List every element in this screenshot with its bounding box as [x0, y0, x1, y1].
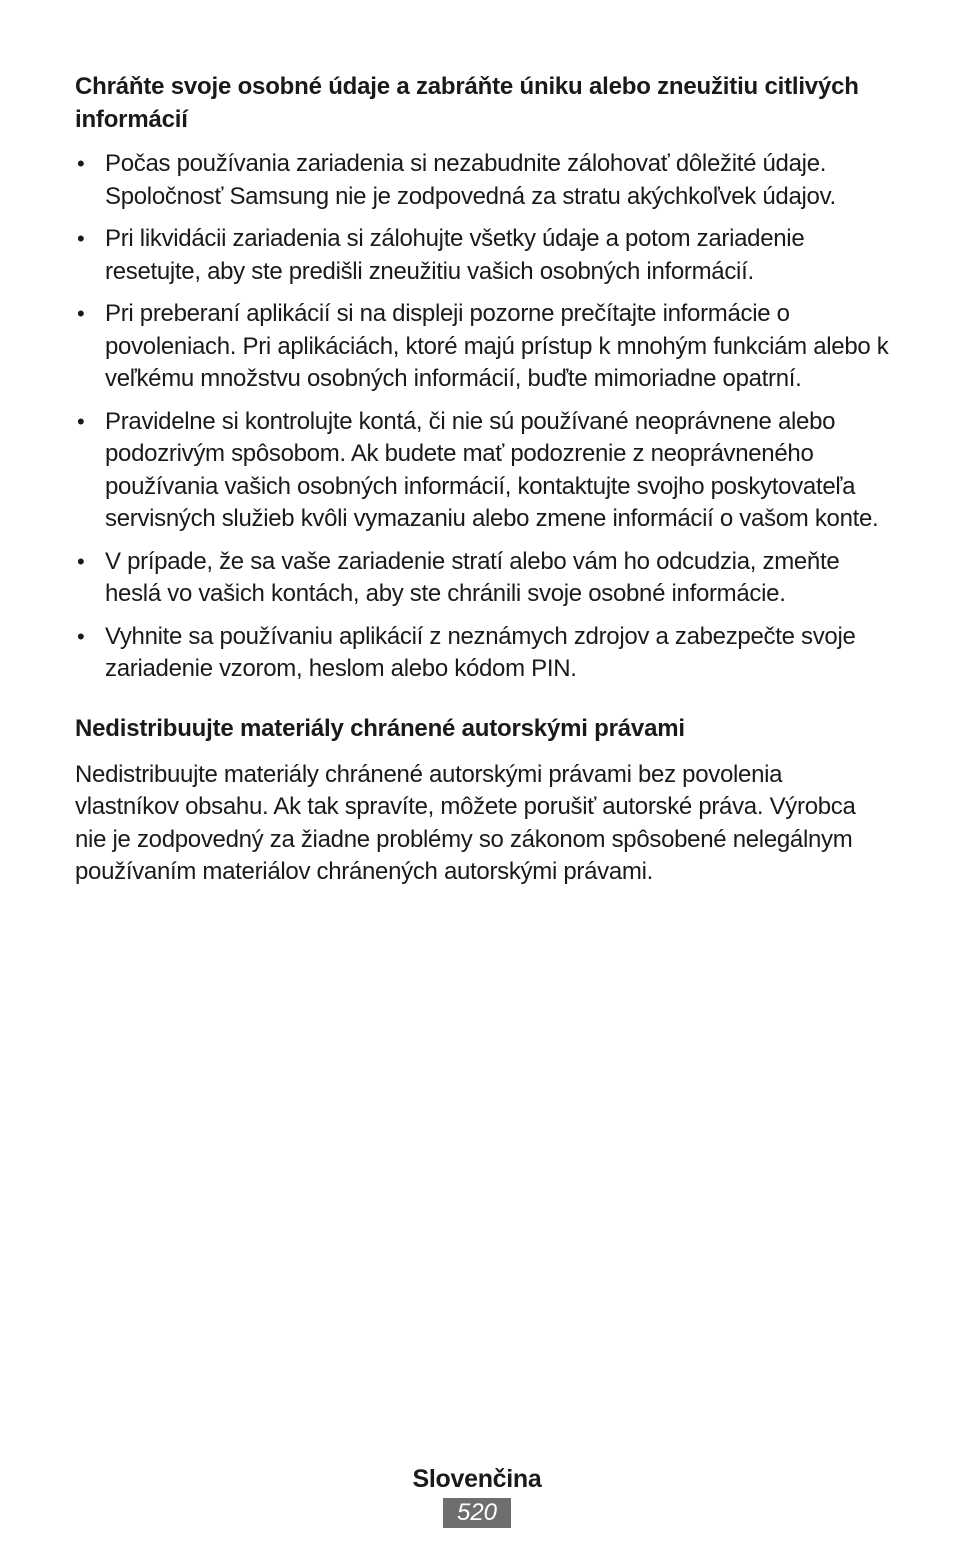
- list-item: [75, 298, 890, 396]
- bullet-dot-icon: •: [77, 301, 85, 326]
- list-item: [75, 621, 890, 686]
- bullet-dot-icon: •: [77, 548, 85, 574]
- page-footer: [0, 1462, 954, 1528]
- list-item: [75, 406, 890, 536]
- list-item-text: Pravidelne si kontrolujte kontá, či nie sú používané neoprávnene alebo podozrivým spôsobom. Ak budete mať podozrenie z neoprávneného používania vašich osobných informácií, kontaktujte svojho poskytovateľa servisných služieb kvôli vymazaniu alebo zmene informácií o vašom konte.: [105, 407, 879, 532]
- bullet-dot-icon: •: [77, 226, 85, 251]
- page-content: [75, 70, 890, 889]
- page-number: 520: [443, 1498, 511, 1528]
- bullet-dot-icon: •: [77, 623, 85, 649]
- list-item-text: Pri likvidácii zariadenia si zálohujte všetky údaje a potom zariadenie resetujte, aby ste predišli zneužitiu vašich osobných informácií.: [105, 225, 805, 285]
- section-heading-copyright: Nedistribuujte materiály chránené autorskými právami: [75, 714, 685, 742]
- footer-language: Slovenčina: [412, 1465, 542, 1493]
- section-heading-privacy: Chráňte svoje osobné údaje a zabráňte úniku alebo zneužitiu citlivých informácií: [75, 73, 859, 133]
- list-item: [75, 148, 890, 213]
- list-item-text: Počas používania zariadenia si nezabudnite zálohovať dôležité údaje. Spoločnosť Samsung nie je zodpovedná za stratu akýchkoľvek údajov.: [105, 150, 836, 210]
- list-item: [75, 223, 890, 288]
- bullet-dot-icon: •: [77, 408, 85, 434]
- bullet-dot-icon: •: [77, 151, 85, 176]
- list-item-text: V prípade, že sa vaše zariadenie stratí alebo vám ho odcudzia, zmeňte heslá vo vašich kontách, aby ste chránili svoje osobné informácie.: [105, 547, 840, 607]
- copyright-paragraph: Nedistribuujte materiály chránené autorskými právami bez povolenia vlastníkov obsahu. Ak tak spravíte, môžete porušiť autorské práva. Výrobca nie je zodpovedný za žiadne problémy so zákonom spôsobené nelegálnym používaním materiálov chránených autorskými právami.: [75, 760, 856, 885]
- list-item-text: Vyhnite sa používaniu aplikácií z neznámych zdrojov a zabezpečte svoje zariadenie vzorom, heslom alebo kódom PIN.: [105, 622, 856, 682]
- list-item-text: Pri preberaní aplikácií si na displeji pozorne prečítajte informácie o povoleniach. Pri aplikáciách, ktoré majú prístup k mnohým funkciám alebo k veľkému množstvu osobných informácií, buďte mimoriadne opatrní.: [105, 300, 889, 392]
- privacy-bullet-list: [75, 148, 890, 686]
- list-item: [75, 546, 890, 611]
